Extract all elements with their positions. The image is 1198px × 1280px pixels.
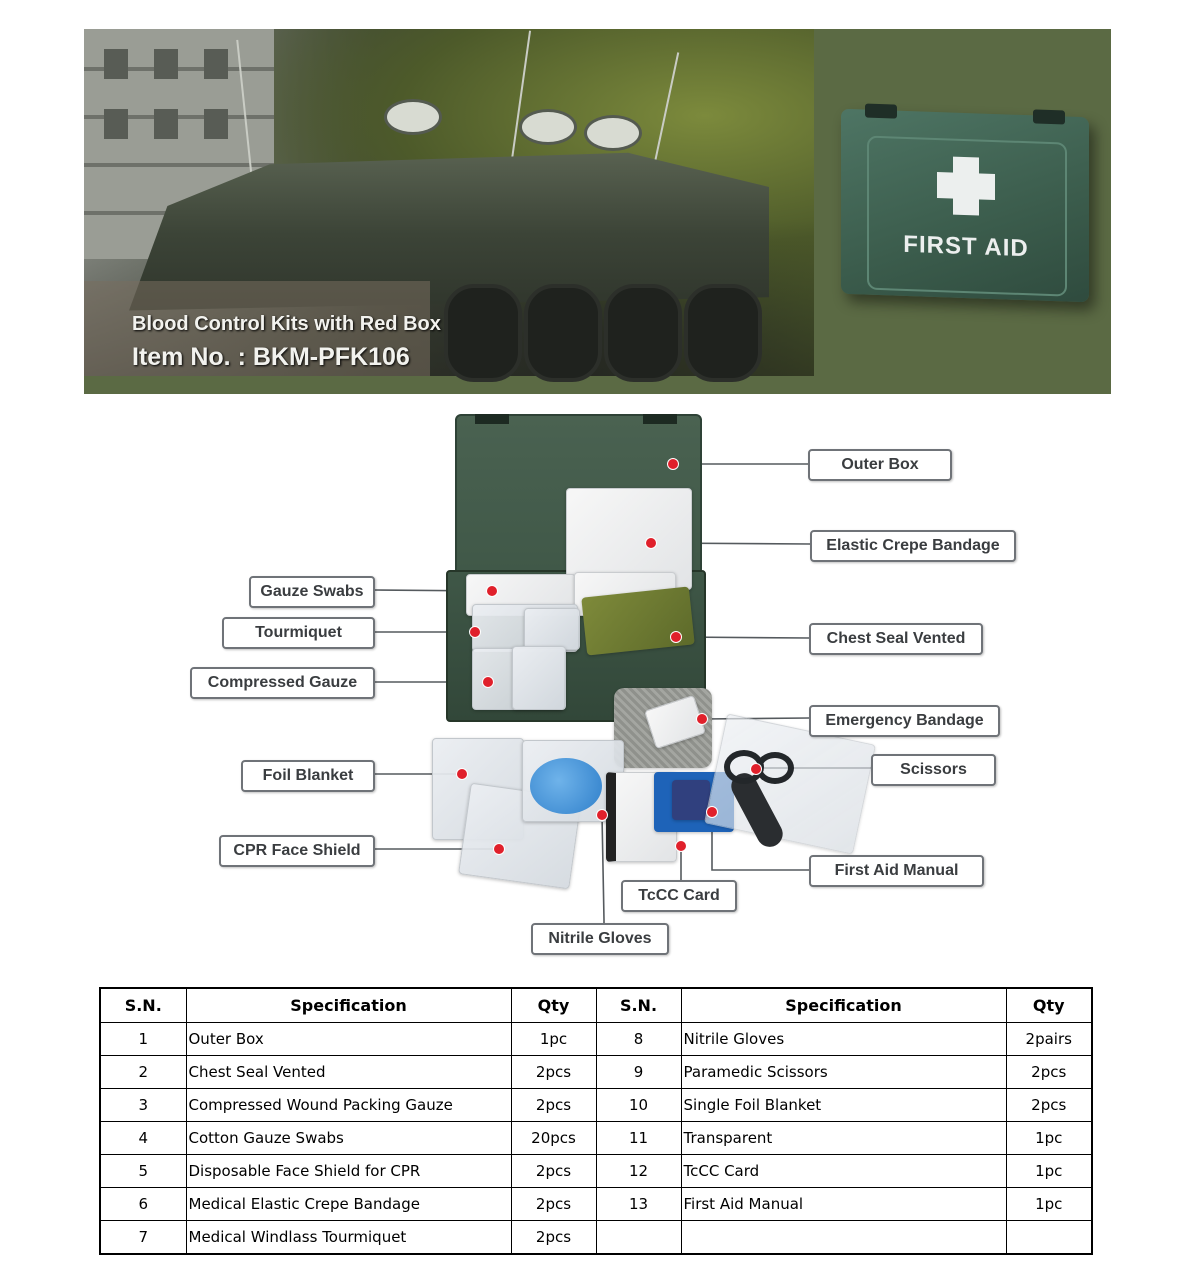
cell-specification: Outer Box bbox=[186, 1023, 511, 1056]
cell-specification: Compressed Wound Packing Gauze bbox=[186, 1089, 511, 1122]
first-aid-box-text: FIRST AID bbox=[903, 230, 1029, 263]
header-sn-left: S.N. bbox=[100, 988, 186, 1023]
nitrile-gloves-image bbox=[530, 758, 602, 814]
cell-qty: 1pc bbox=[1006, 1122, 1092, 1155]
label-first-aid-manual: First Aid Manual bbox=[809, 855, 984, 887]
cell-sn: 9 bbox=[596, 1056, 681, 1089]
table-row bbox=[100, 1122, 1092, 1155]
cell-qty: 2pcs bbox=[511, 1155, 596, 1188]
label-outer-box: Outer Box bbox=[808, 449, 952, 481]
label-tourmiquet: Tourmiquet bbox=[222, 617, 375, 649]
first-aid-box-image bbox=[841, 109, 1089, 303]
marker-elastic-crepe-bandage bbox=[646, 538, 656, 548]
product-banner bbox=[84, 29, 1111, 394]
cell-specification: Chest Seal Vented bbox=[186, 1056, 511, 1089]
header-qty-left: Qty bbox=[511, 988, 596, 1023]
kit-contents-diagram bbox=[84, 400, 1111, 970]
cell-specification: First Aid Manual bbox=[681, 1188, 1006, 1221]
marker-first-aid-manual bbox=[707, 807, 717, 817]
cell-specification: Medical Windlass Tourmiquet bbox=[186, 1221, 511, 1255]
marker-compressed-gauze bbox=[483, 677, 493, 687]
cell-sn: 5 bbox=[100, 1155, 186, 1188]
marker-nitrile-gloves bbox=[597, 810, 607, 820]
table-row bbox=[100, 1089, 1092, 1122]
marker-tourmiquet bbox=[470, 627, 480, 637]
cell-qty: 2pcs bbox=[1006, 1056, 1092, 1089]
label-compressed-gauze: Compressed Gauze bbox=[190, 667, 375, 699]
cell-sn: 8 bbox=[596, 1023, 681, 1056]
label-tccc-card: TcCC Card bbox=[621, 880, 737, 912]
cell-sn: 13 bbox=[596, 1188, 681, 1221]
cell-qty: 2pairs bbox=[1006, 1023, 1092, 1056]
cell-sn: 7 bbox=[100, 1221, 186, 1255]
label-nitrile-gloves: Nitrile Gloves bbox=[531, 923, 669, 955]
label-cpr-face-shield: CPR Face Shield bbox=[219, 835, 375, 867]
table-row bbox=[100, 1188, 1092, 1221]
table-row bbox=[100, 1221, 1092, 1255]
cell-specification: Single Foil Blanket bbox=[681, 1089, 1006, 1122]
cell-qty: 2pcs bbox=[511, 1056, 596, 1089]
marker-cpr-face-shield bbox=[494, 844, 504, 854]
label-scissors: Scissors bbox=[871, 754, 996, 786]
marker-gauze-swabs bbox=[487, 586, 497, 596]
cell-specification: Nitrile Gloves bbox=[681, 1023, 1006, 1056]
cell-sn: 11 bbox=[596, 1122, 681, 1155]
cell-sn: 4 bbox=[100, 1122, 186, 1155]
banner-caption-title: Blood Control Kits with Red Box bbox=[132, 313, 441, 335]
cell-specification: Paramedic Scissors bbox=[681, 1056, 1006, 1089]
cell-specification: Cotton Gauze Swabs bbox=[186, 1122, 511, 1155]
table-row bbox=[100, 1155, 1092, 1188]
label-chest-seal-vented: Chest Seal Vented bbox=[809, 623, 983, 655]
label-gauze-swabs: Gauze Swabs bbox=[249, 576, 375, 608]
cell-sn bbox=[596, 1221, 681, 1255]
cell-sn: 12 bbox=[596, 1155, 681, 1188]
cell-specification: TcCC Card bbox=[681, 1155, 1006, 1188]
marker-foil-blanket bbox=[457, 769, 467, 779]
cell-sn: 2 bbox=[100, 1056, 186, 1089]
table-row bbox=[100, 1023, 1092, 1056]
specification-table bbox=[99, 987, 1093, 1255]
cell-specification: Disposable Face Shield for CPR bbox=[186, 1155, 511, 1188]
cell-specification bbox=[681, 1221, 1006, 1255]
cell-specification: Transparent bbox=[681, 1122, 1006, 1155]
cell-sn: 6 bbox=[100, 1188, 186, 1221]
banner-caption-item-number: Item No. : BKM-PFK106 bbox=[132, 343, 410, 371]
marker-emergency-bandage bbox=[697, 714, 707, 724]
header-specification-left: Specification bbox=[186, 988, 511, 1023]
cell-qty: 2pcs bbox=[511, 1221, 596, 1255]
cell-qty bbox=[1006, 1221, 1092, 1255]
marker-chest-seal-vented bbox=[671, 632, 681, 642]
armored-vehicle-photo bbox=[84, 29, 814, 376]
header-specification-right: Specification bbox=[681, 988, 1006, 1023]
cell-qty: 1pc bbox=[1006, 1155, 1092, 1188]
cell-qty: 2pcs bbox=[1006, 1089, 1092, 1122]
marker-scissors bbox=[751, 764, 761, 774]
label-elastic-crepe-bandage: Elastic Crepe Bandage bbox=[810, 530, 1016, 562]
table-row bbox=[100, 1056, 1092, 1089]
cell-specification: Medical Elastic Crepe Bandage bbox=[186, 1188, 511, 1221]
marker-outer-box bbox=[668, 459, 678, 469]
cell-qty: 2pcs bbox=[511, 1188, 596, 1221]
chest-seal-vented-image bbox=[581, 587, 694, 656]
label-emergency-bandage: Emergency Bandage bbox=[809, 705, 1000, 737]
cell-sn: 3 bbox=[100, 1089, 186, 1122]
cell-qty: 1pc bbox=[1006, 1188, 1092, 1221]
cell-qty: 20pcs bbox=[511, 1122, 596, 1155]
marker-tccc-card bbox=[676, 841, 686, 851]
header-sn-right: S.N. bbox=[596, 988, 681, 1023]
table-header-row bbox=[100, 988, 1092, 1023]
label-foil-blanket: Foil Blanket bbox=[241, 760, 375, 792]
header-qty-right: Qty bbox=[1006, 988, 1092, 1023]
cell-qty: 2pcs bbox=[511, 1089, 596, 1122]
cell-sn: 1 bbox=[100, 1023, 186, 1056]
cell-qty: 1pc bbox=[511, 1023, 596, 1056]
cell-sn: 10 bbox=[596, 1089, 681, 1122]
